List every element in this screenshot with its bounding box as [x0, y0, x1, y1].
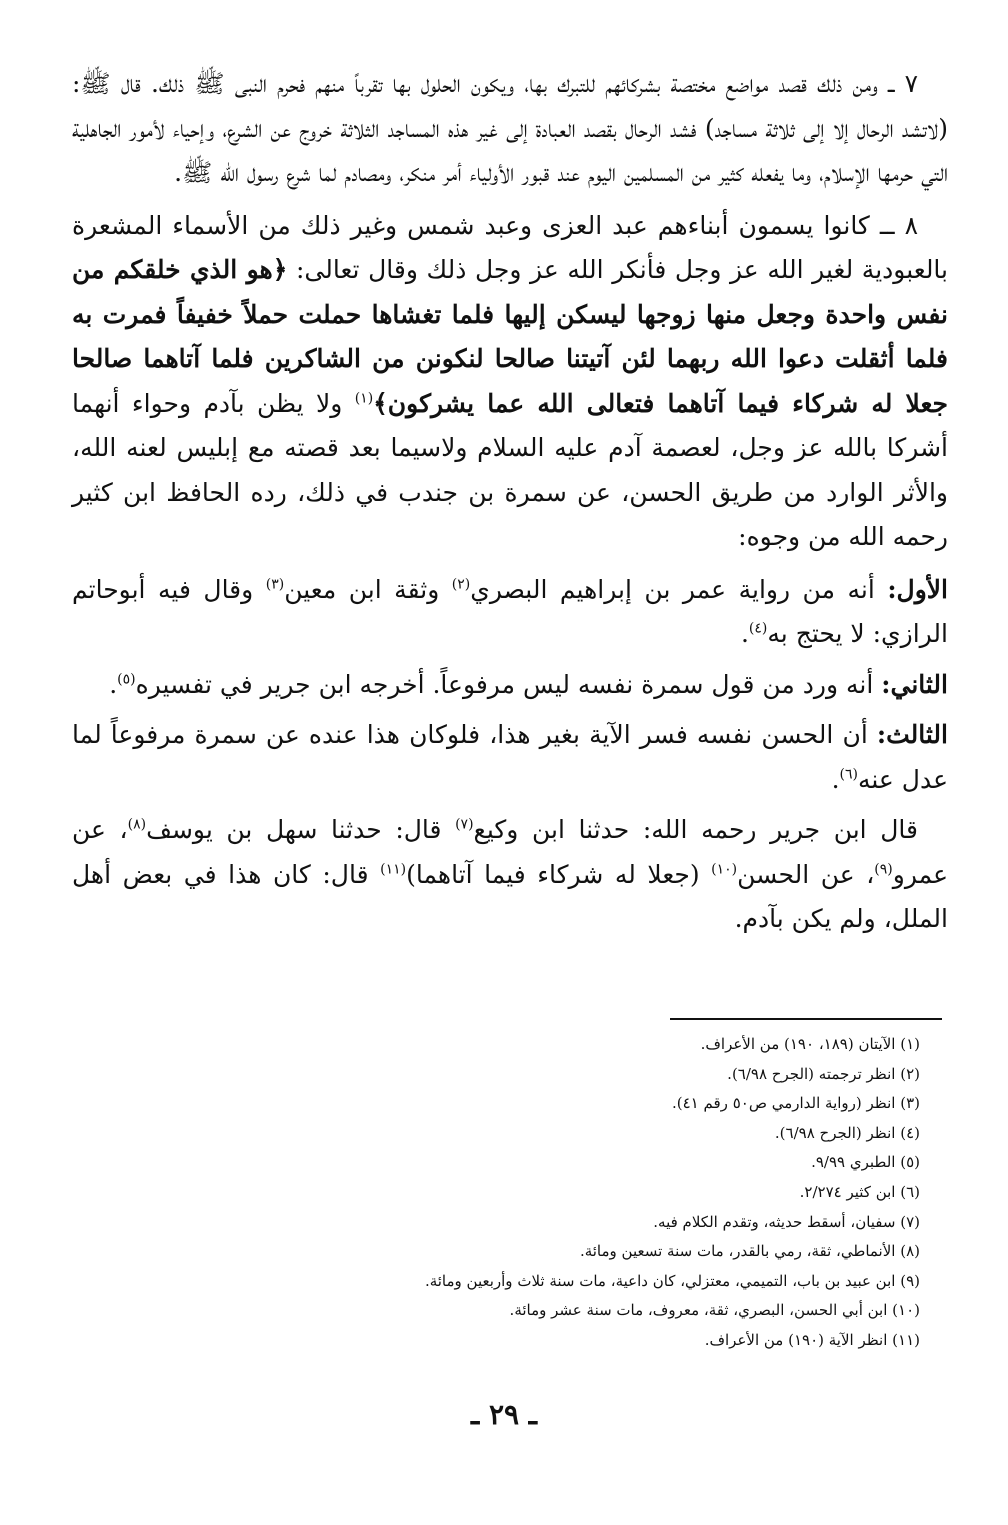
- footnote-1: (١) الآيتان (١٨٩، ١٩٠) من الأعراف.: [700, 1035, 920, 1053]
- footnote-5: (٥) الطبري ٩/٩٩.: [811, 1153, 920, 1172]
- reason-second: [72, 663, 948, 708]
- footnotes: [200, 1030, 920, 1356]
- reason-second-end: .: [109, 669, 118, 699]
- ibn-jarir-text-f: قال: كان هذا في بعض أهل الملل، ولم يكن بآدم.: [72, 859, 948, 933]
- footnote-ref-4: (٤): [748, 620, 768, 637]
- ibn-jarir-quote: (جعلا له شركاء فيما آتاهما): [406, 859, 700, 889]
- reason-second-text: أنه ورد من قول سمرة نفسه ليس مرفوعاً. أخرجه ابن جرير في تفسيره: [135, 669, 874, 699]
- footnote-ref-2: (٢): [451, 576, 471, 593]
- reason-third-text: أن الحسن نفسه فسر الآية بغير هذا، فلوكان هذا عنده عن سمرة مرفوعاً لما عدل عنه: [72, 720, 948, 794]
- footnote-ref-8: (٨): [127, 816, 147, 833]
- ibn-jarir-text-a: قال ابن جرير رحمه الله: حدثنا ابن وكيع: [473, 815, 918, 844]
- footnote-ref-10: (١٠): [711, 861, 738, 878]
- footnote-6: (٦) ابن كثير ٢/٢٧٤.: [799, 1182, 920, 1201]
- footnote-ref-6: (٦): [839, 766, 858, 783]
- reason-first-end: .: [740, 619, 749, 648]
- reason-first-text-c: وقال فيه أبوحاتم الرازي: لا يحتج به: [72, 574, 948, 648]
- footnote-ref-1: (١): [354, 390, 374, 407]
- footnote-10: (١٠) ابن أبي الحسن، البصري، ثقة، معروف، مات سنة عشر ومائة.: [509, 1301, 920, 1320]
- footnote-4: (٤) انظر (الجرح ٦/٩٨).: [774, 1123, 920, 1142]
- page-number: ـ ٢٩ ـ: [471, 1398, 537, 1431]
- footnote-ref-3: (٣): [265, 576, 285, 593]
- reason-second-label: الثاني:: [881, 669, 948, 699]
- main-text: [72, 62, 948, 950]
- ibn-jarir-text-d: ، عن الحسن: [737, 859, 875, 889]
- footnote-2: (٢) انظر ترجمته (الجرح ٦/٩٨).: [727, 1064, 920, 1083]
- paragraph-7: [72, 62, 948, 196]
- paragraph-8-rest: ولا يظن بآدم وحواء أنهما أشركا بالله عز وجل، لعصمة آدم عليه السلام ولاسيما بعد قصته مع إبليس لعنه الله، والأثر الوارد من طريق الحسن، عن سمرة بن جندب في ذلك، رده الحافظ ابن كثير رحمه الله من وجوه:: [72, 388, 948, 551]
- paragraph-7-text: ٧ ــ ومن ذلك قصد مواضع مختصة بشركائهم للتبرك بها، ويكون الحلول بها تقرباً منهم فحرم النبى ﷺ ذلك. قال ﷺ: (لاتشد الرحال إلا إلى ثلاثة مساجد) فشد الرحال بقصد العبادة إلى غير هذه المساجد الثلاثة خروج عن الشرع، وإحياء لأمور الجاهلية التي حرمها الإسلام، وما يفعله كثير من المسلمين اليوم عند قبور الأولياء أمر منكر، ومصادم لما شرع رسول الله ﷺ.: [72, 69, 948, 187]
- footnote-11: (١١) انظر الآية (١٩٠) من الأعراف.: [704, 1330, 920, 1349]
- reason-third-label: الثالث:: [876, 720, 948, 749]
- ibn-jarir-text-b: قال: حدثنا سهل بن يوسف: [146, 815, 442, 844]
- footnote-3: (٣) انظر (رواية الدارمي ص٥٠ رقم ٤١).: [672, 1094, 920, 1113]
- reason-third-end: .: [831, 764, 840, 794]
- footnote-ref-7: (٧): [455, 816, 474, 833]
- footnote-ref-11: (١١): [380, 861, 407, 878]
- footnote-8: (٨) الأنماطي، ثقة، رمي بالقدر، مات سنة تسعين ومائة.: [579, 1242, 920, 1261]
- quran-verse: ﴿هو الذي خلقكم من نفس واحدة وجعل منها زوجها ليسكن إليها فلما تغشاها حملت حملاً خفيفاً فمرت به فلما أثقلت دعوا الله ربهما لئن آتيتنا صالحا لنكونن من الشاكرين فلما آتاهما صالحا جعلا له شركاء فيما آتاهما فتعالى الله عما يشركون﴾: [72, 255, 948, 418]
- reason-first-label: الأول:: [887, 574, 948, 604]
- paragraph-ibn-jarir: [72, 808, 948, 942]
- reason-third: [72, 713, 948, 802]
- reason-first-text-a: أنه من رواية عمر بن إبراهيم البصري: [470, 574, 875, 604]
- reason-first-text-b: وثقة ابن معين: [284, 574, 440, 604]
- footnote-ref-5: (٥): [117, 671, 136, 688]
- ibn-jarir-text-c: ، عن عمرو: [72, 815, 949, 889]
- footnote-divider: [670, 1018, 942, 1020]
- paragraph-8: [72, 204, 948, 560]
- footnote-7: (٧) سفيان، أسقط حديثه، وتقدم الكلام فيه.: [653, 1212, 920, 1231]
- reason-first: [72, 568, 948, 657]
- footnote-ref-9: (٩): [874, 861, 893, 878]
- paragraph-8-intro: ٨ ــ كانوا يسمون أبناءهم عبد العزى وعبد شمس وغير ذلك من الأسماء المشعرة بالعبودية لغير الله عز وجل فأنكر الله عز وجل ذلك وقال تعالى:: [72, 210, 949, 284]
- footnote-9: (٩) ابن عبيد بن باب، التميمي، معتزلي، كان داعية، مات سنة ثلاث وأربعين ومائة.: [424, 1271, 920, 1290]
